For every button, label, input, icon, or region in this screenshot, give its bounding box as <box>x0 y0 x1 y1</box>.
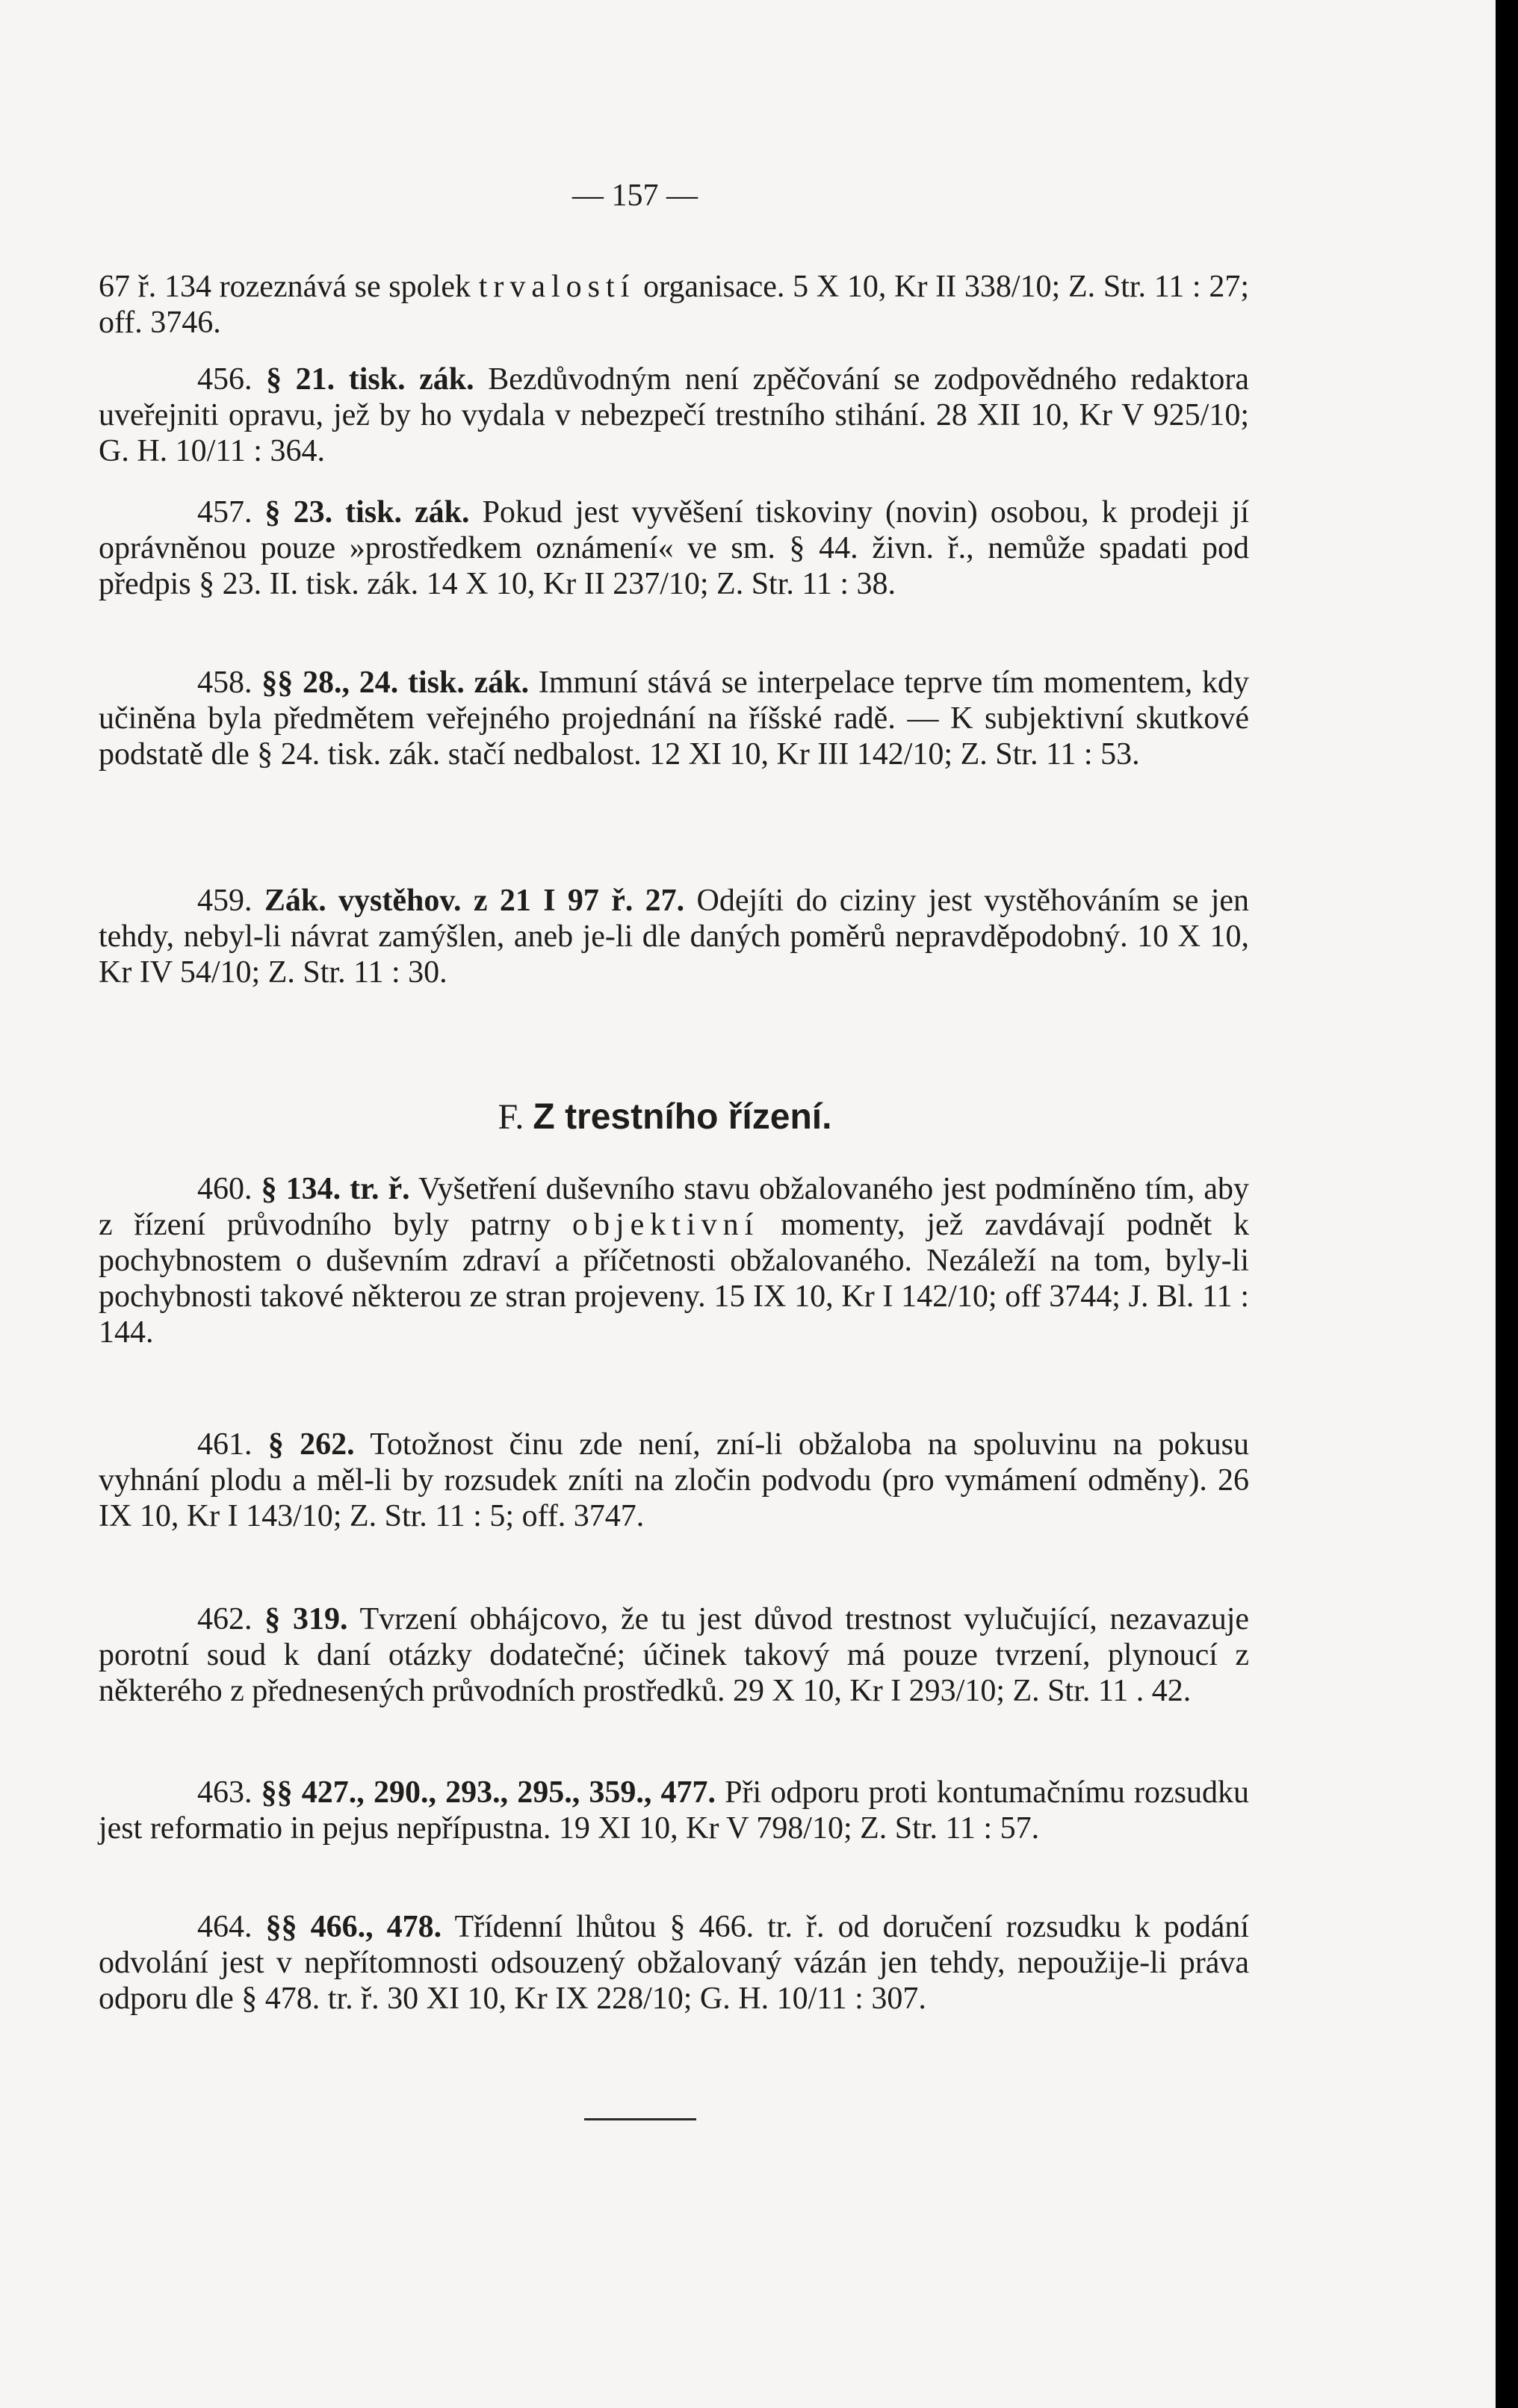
entry-number: 459. <box>197 884 253 918</box>
entry-reference: § 134. tr. ř. <box>261 1172 410 1206</box>
entry-460 <box>0 1171 1249 1350</box>
entry-spaced-text: trvalostí <box>478 270 636 304</box>
section-heading <box>0 1096 1330 1138</box>
entry-461 <box>0 1427 1249 1534</box>
entry-number: 462. <box>197 1602 253 1636</box>
entry-text: Immuní stává se interpelace teprve tím momentem, kdy učiněna byla předmětem veřejného projednání na říšské radě. — K subjektivní skutkové podstatě dle § 24. tisk. zák. stačí nedbalost. 12 XI 10, Kr III 142/10; Z. Str. 11 : 53. <box>99 665 1249 772</box>
entry-number: 463. <box>197 1775 253 1810</box>
closing-rule <box>584 2118 696 2120</box>
entry-463 <box>0 1775 1249 1846</box>
entry-lead-text: 67 ř. 134 rozeznává se spolek <box>99 270 479 304</box>
entry-reference: §§ 28., 24. tisk. zák. <box>261 665 530 700</box>
entry-text: Pokud jest vyvěšení tiskoviny (novin) osobou, k prodeji jí oprávněnou pouze »prostředkem oznámení« ve sm. § 44. živn. ř., nemůže spadati pod předpis § 23. II. tisk. zák. 14 X 10, Kr II 237/10; Z. Str. 11 : 38. <box>99 495 1250 601</box>
entry-reference: § 262. <box>267 1427 355 1462</box>
entry-text: momenty, jež zavdávají podnět k pochybnostem o duševním zdraví a příčetnosti obžalovaného. Nezáleží na tom, byly-li pochybnosti takové některou ze stran projeveny. 15 IX 10, Kr I 142/10; off 3744; J. Bl. 11 : 144. <box>99 1208 1250 1350</box>
entry-462 <box>0 1601 1249 1709</box>
entry-number: 457. <box>197 495 253 530</box>
entry-text: Bezdůvodným není zpěčování se zodpovědného redaktora uveřejniti opravu, jež by ho vydala v nebezpečí trestního stihání. 28 XII 10, Kr V 925/10; G. H. 10/11 : 364. <box>99 362 1250 468</box>
entry-number: 460. <box>197 1172 253 1206</box>
section-letter: F. <box>498 1097 524 1137</box>
entry-458 <box>0 665 1249 772</box>
entry-text: Odejíti do ciziny jest vystěhováním se jen tehdy, nebyl-li návrat zamýšlen, aneb je-li dle daných poměrů nepravděpodobný. 10 X 10, Kr IV 54/10; Z. Str. 11 : 30. <box>99 884 1250 990</box>
section-title: Z trestního řízení. <box>533 1097 832 1137</box>
entry-reference: § 23. tisk. zák. <box>264 495 470 530</box>
entry-464 <box>0 1909 1249 2017</box>
page-number: — 157 — <box>572 179 698 213</box>
entry-457 <box>0 494 1249 602</box>
entry-text: Třídenní lhůtou § 466. tr. ř. od doručení rozsudku k podání odvolání jest v nepřítomnosti odsouzený obžalovaný vázán jen tehdy, nepoužije-li práva odporu dle § 478. tr. ř. 30 XI 10, Kr IX 228/10; G. H. 10/11 : 307. <box>99 1910 1250 2016</box>
entry-text: Tvrzení obhájcovo, že tu jest důvod trestnost vylučující, nezavazuje porotní soud k daní otázky dodatečné; účinek takový má pouze tvrzení, plynoucí z některého z přednesených průvodních prostředků. 29 X 10, Kr I 293/10; Z. Str. 11 . 42. <box>99 1602 1250 1708</box>
entry-reference: § 21. tisk. zák. <box>266 362 474 397</box>
entry-text: Vyšetření duševního stavu obžalovaného jest podmíněno tím, aby z řízení průvodního byly patrny <box>99 1172 1249 1242</box>
entry-number: 461. <box>197 1427 253 1462</box>
entry-spaced-text: objektivní <box>571 1208 760 1242</box>
entry-456 <box>0 361 1249 469</box>
entry-reference: §§ 466., 478. <box>265 1910 442 1944</box>
entry-text: Totožnost činu zde není, zní-li obžaloba na spoluvinu na pokusu vyhnání plodu a měl-li by rozsudek zníti na zločin podvodu (pro vymámení odměny). 26 IX 10, Kr I 143/10; Z. Str. 11 : 5; off. 3747. <box>99 1427 1250 1533</box>
entry-number: 458. <box>197 665 253 700</box>
entry-text: Při odporu proti kontumačnímu rozsudku jest reformatio in pejus nepřípustna. 19 XI 10, Kr V 798/10; Z. Str. 11 : 57. <box>99 1775 1250 1846</box>
entry-reference: Zák. vystěhov. z 21 I 97 ř. 27. <box>264 884 685 918</box>
entry-number: 464. <box>197 1910 253 1944</box>
entry-continuation <box>99 269 1249 341</box>
entry-number: 456. <box>197 362 253 397</box>
entry-459 <box>0 883 1249 990</box>
entry-reference: §§ 427., 290., 293., 295., 359., 477. <box>261 1775 716 1810</box>
entry-reference: § 319. <box>264 1602 348 1636</box>
entry-rest-text: organisace. 5 X 10, Kr II 338/10; Z. Str. 11 : 27; off. 3746. <box>99 270 1249 340</box>
